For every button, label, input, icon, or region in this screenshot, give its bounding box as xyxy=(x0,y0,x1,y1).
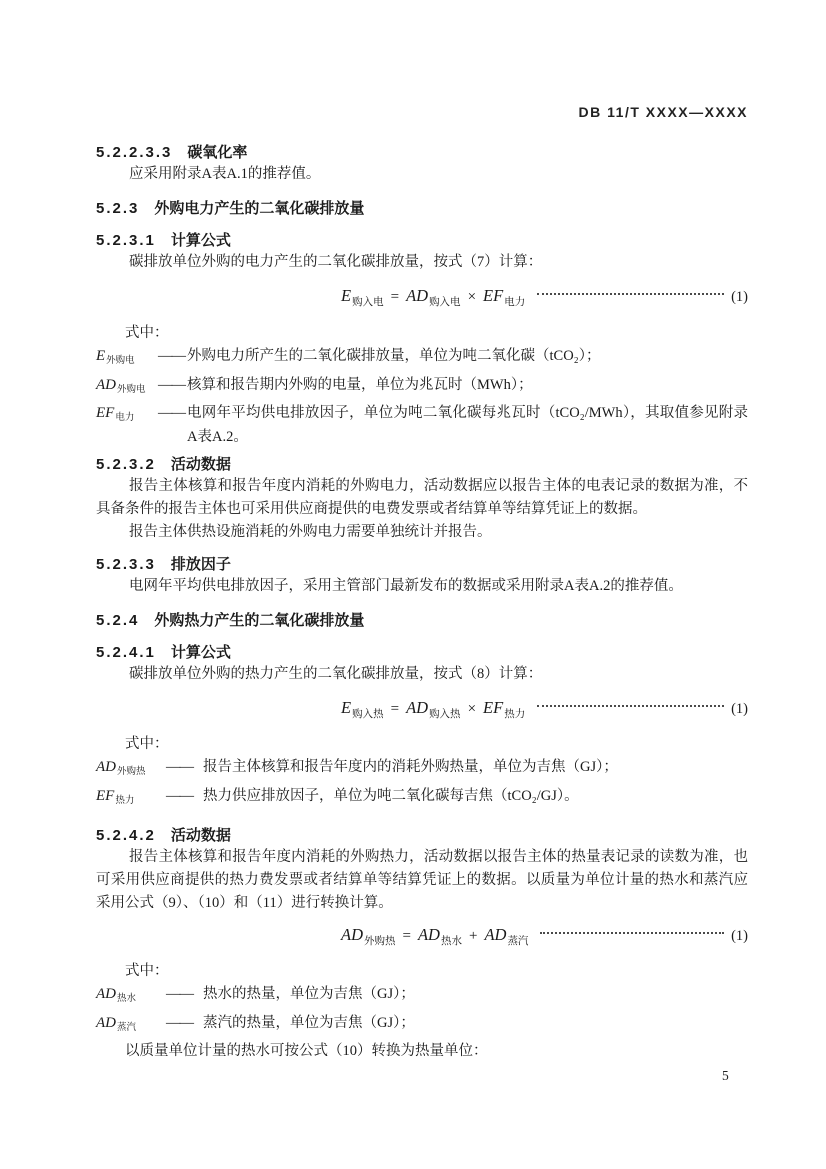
heading-number: 5.2.3.3 xyxy=(96,556,156,573)
formula-subscript: 购入电 xyxy=(352,296,384,308)
definition-dash: —— xyxy=(166,1014,193,1031)
formula-subscript: 电力 xyxy=(115,413,135,423)
where-block-electricity xyxy=(96,322,748,449)
formula-var: EF xyxy=(96,787,115,804)
formula-subscript: 热水 xyxy=(440,935,462,947)
formula-subscript: 电力 xyxy=(504,296,526,308)
formula-var: E xyxy=(341,285,352,305)
definition-dash: —— xyxy=(158,376,185,393)
formula-var: E xyxy=(96,348,106,364)
section-heading-5-2-4-2 xyxy=(96,825,748,846)
definition-description: 报告主体核算和报告年度内的消耗外购热量，单位为吉焦（GJ）； xyxy=(203,759,618,775)
formula-expression xyxy=(341,925,528,948)
formula-number: (1) xyxy=(731,288,748,305)
paragraph: 应采用附录A表A.1的推荐值。 xyxy=(129,166,321,182)
section-heading-5-2-3-1 xyxy=(96,230,748,251)
definition-description: 蒸汽的热量，单位为吉焦（GJ）； xyxy=(203,1014,415,1031)
formula-var: AD xyxy=(417,924,440,944)
formula-subscript: 购入热 xyxy=(429,708,461,720)
formula-subscript: 热力 xyxy=(115,795,135,806)
definition-term xyxy=(96,374,158,403)
doc-code: DB 11/T XXXX—XXXX xyxy=(578,104,748,120)
heading-title: 外购热力产生的二氧化碳排放量 xyxy=(154,612,365,629)
heading-title: 计算公式 xyxy=(170,644,231,661)
definition-description: 外购电力所产生的二氧化碳排放量，单位为吨二氧化碳（tCO₂）； xyxy=(187,348,601,364)
heading-title: 活动数据 xyxy=(170,456,231,473)
paragraph: 报告主体供热设施消耗的外购电力需要单独统计并报告。 xyxy=(129,524,492,540)
definition-term xyxy=(96,756,158,785)
formula-var: AD xyxy=(484,924,507,944)
plus-sign: + xyxy=(468,927,478,944)
formula-var: AD xyxy=(406,697,429,717)
formula-purchased-electricity xyxy=(96,283,748,311)
definition-description: 电网年平均供电排放因子，单位为吨二氧化碳每兆瓦时（tCO₂/MWh），其取值参见附录A表A.2。 xyxy=(187,405,748,445)
formula-var: AD xyxy=(341,924,363,944)
heading-title: 碳氧化率 xyxy=(187,144,248,161)
paragraph: 报告主体核算和报告年度内消耗的外购电力，活动数据应以报告主体的电表记录的数据为准，不具备条件的报告主体也可采用供应商提供的电费发票或者结算单等结算凭证上的数据。 xyxy=(96,478,748,517)
definition-description: 热水的热量，单位为吉焦（GJ）； xyxy=(203,986,415,1002)
heading-number: 5.2.3.2 xyxy=(96,456,156,473)
formula-var: EF xyxy=(483,697,504,717)
formula-var: EF xyxy=(483,285,504,305)
page-number: 5 xyxy=(722,1068,729,1083)
multiply-sign: × xyxy=(467,700,477,717)
heading-number: 5.2.3.1 xyxy=(96,232,156,249)
heading-title: 活动数据 xyxy=(170,827,231,844)
definition-row xyxy=(96,345,748,374)
formula-number: (1) xyxy=(731,927,748,944)
definition-dash: —— xyxy=(158,405,185,421)
heading-title: 计算公式 xyxy=(170,232,231,249)
heading-number: 5.2.2.3.3 xyxy=(96,144,173,161)
paragraph: 电网年平均供电排放因子，采用主管部门最新发布的数据或采用附录A表A.2的推荐值。 xyxy=(129,578,683,594)
where-block-heat xyxy=(96,733,748,813)
formula-subscript: 蒸汽 xyxy=(507,935,529,947)
formula-subscript: 外购电 xyxy=(117,384,146,395)
definition-row xyxy=(96,983,748,1012)
formula-expression xyxy=(341,286,525,309)
paragraph: 碳排放单位外购的热力产生的二氧化碳排放量，按式（8）计算： xyxy=(129,666,543,682)
definition-row xyxy=(96,756,748,785)
formula-purchased-heat xyxy=(96,695,748,723)
heading-title: 排放因子 xyxy=(170,556,231,573)
heading-number: 5.2.4 xyxy=(96,612,140,629)
dotted-leader xyxy=(537,705,724,707)
paragraph: 碳排放单位外购的电力产生的二氧化碳排放量，按式（7）计算： xyxy=(129,254,543,270)
multiply-sign: × xyxy=(467,288,477,305)
formula-subscript: 外购电 xyxy=(106,356,135,366)
where-label: 式中： xyxy=(125,736,169,752)
heading-number: 5.2.4.2 xyxy=(96,827,156,844)
section-heading-5-2-4 xyxy=(96,610,748,631)
formula-var: AD xyxy=(96,376,116,393)
where-label: 式中： xyxy=(125,325,169,341)
formula-var: AD xyxy=(406,285,429,305)
definition-row xyxy=(96,402,748,449)
heading-number: 5.2.3 xyxy=(96,200,140,217)
definition-term xyxy=(96,1012,158,1041)
formula-expression xyxy=(341,698,525,721)
equals-sign: = xyxy=(390,700,400,717)
section-heading-5-2-3-3 xyxy=(96,554,748,575)
formula-subscript: 购入热 xyxy=(352,708,384,720)
section-heading-5-2-2-3-3 xyxy=(96,142,748,163)
formula-subscript: 热力 xyxy=(504,708,526,720)
where-label: 式中： xyxy=(125,963,169,979)
where-block-activity-data xyxy=(96,960,748,1063)
definition-description: 热力供应排放因子，单位为吨二氧化碳每吉焦（tCO₂/GJ）。 xyxy=(203,787,579,804)
definition-term xyxy=(96,402,158,431)
paragraph: 以质量单位计量的热水可按公式（10）转换为热量单位： xyxy=(125,1043,488,1059)
definition-dash: —— xyxy=(166,986,193,1002)
dotted-leader xyxy=(540,932,724,934)
definition-dash: —— xyxy=(166,787,193,804)
section-heading-5-2-3 xyxy=(96,198,748,219)
equals-sign: = xyxy=(402,927,411,944)
formula-number: (1) xyxy=(731,700,748,717)
formula-subscript: 外购热 xyxy=(364,935,396,947)
formula-subscript: 蒸汽 xyxy=(117,1022,137,1033)
dotted-leader xyxy=(537,293,724,295)
definition-row xyxy=(96,1012,748,1041)
definition-term xyxy=(96,785,158,814)
formula-subscript: 购入电 xyxy=(429,296,461,308)
equals-sign: = xyxy=(390,288,400,305)
heading-title: 外购电力产生的二氧化碳排放量 xyxy=(154,200,365,217)
formula-subscript: 外购热 xyxy=(117,767,146,777)
section-heading-5-2-3-2 xyxy=(96,454,748,475)
definition-term xyxy=(96,983,158,1012)
formula-var: EF xyxy=(96,405,115,421)
heading-number: 5.2.4.1 xyxy=(96,644,156,661)
formula-heat-activity-data xyxy=(96,922,748,950)
paragraph: 报告主体核算和报告年度内消耗的外购热力，活动数据以报告主体的热量表记录的读数为准，也可采用供应商提供的热力费发票或者结算单等结算凭证上的数据。以质量为单位计量的热水和蒸汽应采用公式（9）、（10）和（11）进行转换计算。 xyxy=(96,849,748,911)
section-heading-5-2-4-1 xyxy=(96,642,748,663)
document-page xyxy=(96,0,748,1063)
formula-var: AD xyxy=(96,1014,116,1031)
definition-description: 核算和报告期内外购的电量，单位为兆瓦时（MWh）； xyxy=(187,376,533,393)
definition-row xyxy=(96,785,748,814)
formula-subscript: 热水 xyxy=(117,994,137,1004)
formula-var: AD xyxy=(96,986,116,1002)
definition-term xyxy=(96,345,158,374)
definition-dash: —— xyxy=(158,348,185,364)
definition-dash: —— xyxy=(166,759,193,775)
formula-var: AD xyxy=(96,759,116,775)
formula-var: E xyxy=(341,697,352,717)
definition-row xyxy=(96,374,748,403)
